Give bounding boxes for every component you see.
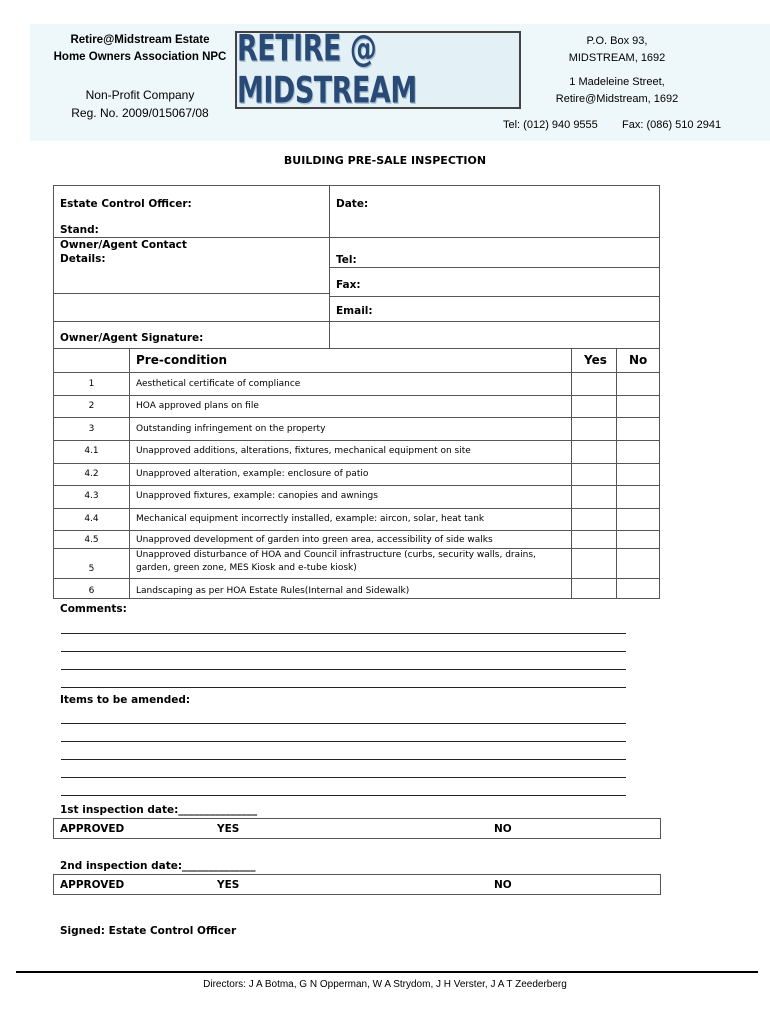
row-number: 4.4 — [84, 514, 99, 524]
no-header: No — [629, 353, 648, 367]
first-no-option: NO — [494, 823, 512, 835]
first-inspection-date: 1st inspection date:_______________ — [60, 804, 258, 816]
po-box: P.O. Box 93, — [586, 35, 648, 47]
contact-label-line2: Details: — [60, 253, 106, 265]
company-type: Non-Profit Company — [85, 88, 195, 102]
street-city: Retire@Midstream, 1692 — [555, 93, 679, 105]
registration-number: Reg. No. 2009/015067/08 — [71, 106, 209, 120]
tel-label: Tel: — [336, 254, 357, 266]
row-number: 6 — [88, 586, 95, 596]
date-label: Date: — [336, 198, 369, 210]
stand-label: Stand: — [60, 224, 99, 236]
po-city: MIDSTREAM, 1692 — [568, 52, 666, 64]
row-number: 4.1 — [84, 446, 99, 456]
row-text: Unapproved fixtures, example: canopies and awnings — [136, 491, 378, 501]
row-number: 4.3 — [84, 491, 99, 501]
row-number: 2 — [88, 401, 95, 411]
comment-line — [61, 651, 626, 652]
officer-label: Estate Control Officer: — [60, 198, 192, 210]
row-text: Outstanding infringement on the property — [136, 424, 326, 434]
org-subtitle: Home Owners Association NPC — [53, 51, 227, 63]
row-number: 5 — [88, 564, 95, 574]
row-text-continued: garden, green zone, MES Kiosk and e-tube kiosk) — [136, 563, 357, 573]
signed-label: Signed: Estate Control Officer — [60, 925, 237, 937]
email-label: Email: — [336, 305, 373, 317]
second-inspection-box — [53, 874, 661, 895]
row-text: Unapproved alteration, example: enclosure of patio — [136, 469, 369, 479]
signature-label: Owner/Agent Signature: — [60, 332, 204, 344]
first-approved-label: APPROVED — [60, 823, 125, 835]
row-number: 3 — [88, 424, 95, 434]
amend-line — [61, 741, 626, 742]
yes-header: Yes — [584, 353, 607, 367]
org-name: Retire@Midstream Estate — [70, 34, 210, 46]
page-title: BUILDING PRE-SALE INSPECTION — [283, 154, 487, 167]
amend-line — [61, 759, 626, 760]
row-text: HOA approved plans on file — [136, 401, 259, 411]
comment-line — [61, 687, 626, 688]
amend-label: Items to be amended: — [60, 694, 191, 706]
comments-label: Comments: — [60, 603, 127, 615]
amend-line — [61, 777, 626, 778]
second-approved-label: APPROVED — [60, 879, 125, 891]
row-text: Unapproved additions, alterations, fixtures, mechanical equipment on site — [136, 446, 471, 456]
row-number: 4.2 — [84, 469, 99, 479]
first-inspection-box — [53, 818, 661, 839]
second-yes-option: YES — [217, 879, 240, 891]
second-inspection-date: 2nd inspection date:______________ — [60, 860, 256, 872]
fax-number: Fax: (086) 510 2941 — [622, 119, 722, 131]
amend-line — [61, 795, 626, 796]
contact-label-line1: Owner/Agent Contact — [60, 239, 187, 251]
row-text: Landscaping as per HOA Estate Rules(Internal and Sidewalk) — [136, 586, 410, 596]
row-number: 4.5 — [84, 535, 99, 545]
row-text: Unapproved development of garden into green area, accessibility of side walks — [136, 535, 493, 545]
row-text: Unapproved disturbance of HOA and Council infrastructure (curbs, security walls, drains, — [136, 550, 536, 560]
fax-label: Fax: — [336, 279, 361, 291]
row-text: Mechanical equipment incorrectly installed, example: aircon, solar, heat tank — [136, 514, 485, 524]
precondition-header: Pre-condition — [136, 353, 228, 367]
first-yes-option: YES — [217, 823, 240, 835]
amend-line — [61, 723, 626, 724]
comment-line — [61, 633, 626, 634]
street-address: 1 Madeleine Street, — [569, 76, 665, 88]
row-number: 1 — [88, 379, 95, 389]
comment-line — [61, 669, 626, 670]
logo — [235, 28, 521, 112]
row-text: Aesthetical certificate of compliance — [136, 379, 301, 389]
footer-divider — [16, 971, 758, 973]
footer-directors: Directors: J A Botma, G N Opperman, W A Strydom, J H Verster, J A T Zeederberg — [203, 979, 567, 990]
telephone: Tel: (012) 940 9555 — [503, 119, 598, 131]
second-no-option: NO — [494, 879, 512, 891]
logo-text: RETIRE @ MIDSTREAM — [237, 28, 417, 112]
